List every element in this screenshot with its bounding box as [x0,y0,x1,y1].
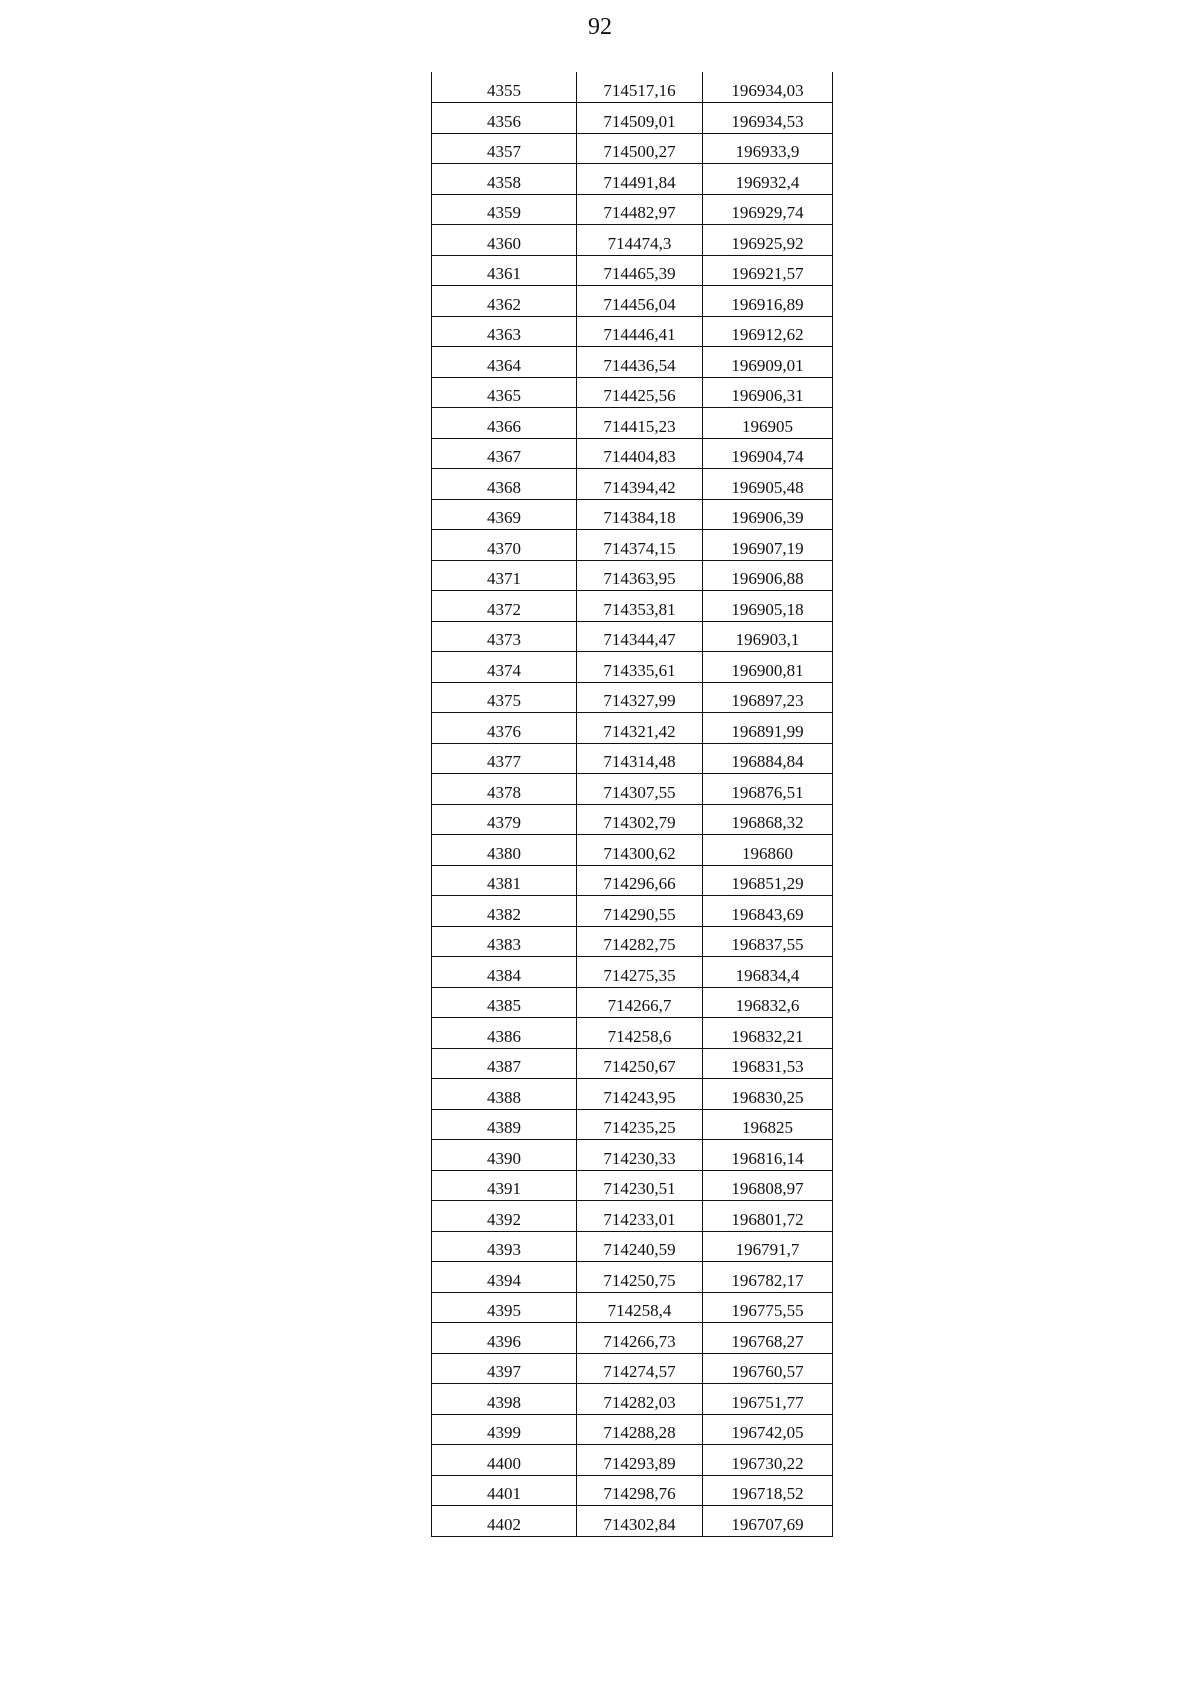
table-row [432,1231,833,1262]
x-coordinate-cell: 714500,27 [577,133,703,164]
table-row [432,133,833,164]
y-coordinate-cell: 196825 [703,1109,833,1140]
y-coordinate-cell: 196907,19 [703,530,833,561]
x-coordinate-cell: 714302,79 [577,804,703,835]
y-coordinate-cell: 196816,14 [703,1140,833,1171]
y-coordinate-cell: 196916,89 [703,286,833,317]
point-number-cell: 4377 [432,743,577,774]
point-number-cell: 4373 [432,621,577,652]
x-coordinate-cell: 714517,16 [577,72,703,103]
point-number-cell: 4360 [432,225,577,256]
x-coordinate-cell: 714230,51 [577,1170,703,1201]
x-coordinate-cell: 714394,42 [577,469,703,500]
x-coordinate-cell: 714302,84 [577,1506,703,1537]
x-coordinate-cell: 714415,23 [577,408,703,439]
point-number-cell: 4391 [432,1170,577,1201]
y-coordinate-cell: 196831,53 [703,1048,833,1079]
x-coordinate-cell: 714250,75 [577,1262,703,1293]
point-number-cell: 4378 [432,774,577,805]
table-row [432,316,833,347]
y-coordinate-cell: 196808,97 [703,1170,833,1201]
y-coordinate-cell: 196884,84 [703,743,833,774]
point-number-cell: 4388 [432,1079,577,1110]
table-row [432,1201,833,1232]
y-coordinate-cell: 196906,39 [703,499,833,530]
x-coordinate-cell: 714298,76 [577,1475,703,1506]
y-coordinate-cell: 196932,4 [703,164,833,195]
table-row [432,1353,833,1384]
table-row [432,194,833,225]
table-row [432,469,833,500]
y-coordinate-cell: 196905,18 [703,591,833,622]
point-number-cell: 4390 [432,1140,577,1171]
x-coordinate-cell: 714353,81 [577,591,703,622]
x-coordinate-cell: 714509,01 [577,103,703,134]
y-coordinate-cell: 196760,57 [703,1353,833,1384]
coordinates-table [431,72,833,1537]
table-row [432,987,833,1018]
x-coordinate-cell: 714374,15 [577,530,703,561]
point-number-cell: 4398 [432,1384,577,1415]
y-coordinate-cell: 196730,22 [703,1445,833,1476]
point-number-cell: 4380 [432,835,577,866]
y-coordinate-cell: 196891,99 [703,713,833,744]
x-coordinate-cell: 714233,01 [577,1201,703,1232]
y-coordinate-cell: 196934,53 [703,103,833,134]
y-coordinate-cell: 196921,57 [703,255,833,286]
y-coordinate-cell: 196860 [703,835,833,866]
x-coordinate-cell: 714288,28 [577,1414,703,1445]
y-coordinate-cell: 196718,52 [703,1475,833,1506]
point-number-cell: 4383 [432,926,577,957]
x-coordinate-cell: 714384,18 [577,499,703,530]
table-row [432,1292,833,1323]
point-number-cell: 4369 [432,499,577,530]
point-number-cell: 4384 [432,957,577,988]
y-coordinate-cell: 196742,05 [703,1414,833,1445]
y-coordinate-cell: 196934,03 [703,72,833,103]
x-coordinate-cell: 714425,56 [577,377,703,408]
x-coordinate-cell: 714446,41 [577,316,703,347]
x-coordinate-cell: 714491,84 [577,164,703,195]
table-body [432,72,833,1536]
table-row [432,1506,833,1537]
point-number-cell: 4392 [432,1201,577,1232]
table-row [432,1384,833,1415]
y-coordinate-cell: 196791,7 [703,1231,833,1262]
table-row [432,530,833,561]
x-coordinate-cell: 714344,47 [577,621,703,652]
table-row [432,804,833,835]
x-coordinate-cell: 714282,75 [577,926,703,957]
table-row [432,103,833,134]
x-coordinate-cell: 714335,61 [577,652,703,683]
x-coordinate-cell: 714235,25 [577,1109,703,1140]
table-row [432,164,833,195]
table-row [432,774,833,805]
table-row [432,865,833,896]
point-number-cell: 4358 [432,164,577,195]
table-row [432,1109,833,1140]
y-coordinate-cell: 196801,72 [703,1201,833,1232]
point-number-cell: 4375 [432,682,577,713]
y-coordinate-cell: 196775,55 [703,1292,833,1323]
x-coordinate-cell: 714240,59 [577,1231,703,1262]
point-number-cell: 4356 [432,103,577,134]
table-row [432,1170,833,1201]
x-coordinate-cell: 714290,55 [577,896,703,927]
y-coordinate-cell: 196900,81 [703,652,833,683]
y-coordinate-cell: 196909,01 [703,347,833,378]
table-row [432,377,833,408]
point-number-cell: 4395 [432,1292,577,1323]
table-row [432,1445,833,1476]
x-coordinate-cell: 714230,33 [577,1140,703,1171]
y-coordinate-cell: 196782,17 [703,1262,833,1293]
table-row [432,1262,833,1293]
point-number-cell: 4389 [432,1109,577,1140]
point-number-cell: 4362 [432,286,577,317]
x-coordinate-cell: 714456,04 [577,286,703,317]
y-coordinate-cell: 196906,31 [703,377,833,408]
point-number-cell: 4397 [432,1353,577,1384]
table-row [432,957,833,988]
point-number-cell: 4385 [432,987,577,1018]
y-coordinate-cell: 196837,55 [703,926,833,957]
y-coordinate-cell: 196929,74 [703,194,833,225]
y-coordinate-cell: 196707,69 [703,1506,833,1537]
point-number-cell: 4372 [432,591,577,622]
y-coordinate-cell: 196905 [703,408,833,439]
y-coordinate-cell: 196876,51 [703,774,833,805]
y-coordinate-cell: 196904,74 [703,438,833,469]
point-number-cell: 4363 [432,316,577,347]
x-coordinate-cell: 714258,6 [577,1018,703,1049]
x-coordinate-cell: 714363,95 [577,560,703,591]
x-coordinate-cell: 714474,3 [577,225,703,256]
point-number-cell: 4399 [432,1414,577,1445]
table-row [432,682,833,713]
point-number-cell: 4368 [432,469,577,500]
y-coordinate-cell: 196768,27 [703,1323,833,1354]
y-coordinate-cell: 196751,77 [703,1384,833,1415]
table-row [432,926,833,957]
point-number-cell: 4367 [432,438,577,469]
point-number-cell: 4381 [432,865,577,896]
point-number-cell: 4374 [432,652,577,683]
y-coordinate-cell: 196830,25 [703,1079,833,1110]
point-number-cell: 4382 [432,896,577,927]
table-row [432,438,833,469]
y-coordinate-cell: 196868,32 [703,804,833,835]
x-coordinate-cell: 714436,54 [577,347,703,378]
y-coordinate-cell: 196905,48 [703,469,833,500]
x-coordinate-cell: 714465,39 [577,255,703,286]
y-coordinate-cell: 196925,92 [703,225,833,256]
point-number-cell: 4364 [432,347,577,378]
x-coordinate-cell: 714293,89 [577,1445,703,1476]
point-number-cell: 4357 [432,133,577,164]
table-row [432,1414,833,1445]
point-number-cell: 4387 [432,1048,577,1079]
y-coordinate-cell: 196851,29 [703,865,833,896]
x-coordinate-cell: 714282,03 [577,1384,703,1415]
x-coordinate-cell: 714300,62 [577,835,703,866]
table-row [432,713,833,744]
point-number-cell: 4402 [432,1506,577,1537]
x-coordinate-cell: 714314,48 [577,743,703,774]
table-row [432,1323,833,1354]
y-coordinate-cell: 196832,21 [703,1018,833,1049]
x-coordinate-cell: 714258,4 [577,1292,703,1323]
x-coordinate-cell: 714321,42 [577,713,703,744]
x-coordinate-cell: 714296,66 [577,865,703,896]
y-coordinate-cell: 196906,88 [703,560,833,591]
x-coordinate-cell: 714307,55 [577,774,703,805]
point-number-cell: 4396 [432,1323,577,1354]
point-number-cell: 4401 [432,1475,577,1506]
y-coordinate-cell: 196912,62 [703,316,833,347]
point-number-cell: 4365 [432,377,577,408]
table-row [432,1079,833,1110]
point-number-cell: 4379 [432,804,577,835]
point-number-cell: 4370 [432,530,577,561]
table-row [432,255,833,286]
x-coordinate-cell: 714250,67 [577,1048,703,1079]
x-coordinate-cell: 714404,83 [577,438,703,469]
table-row [432,286,833,317]
x-coordinate-cell: 714243,95 [577,1079,703,1110]
table-row [432,743,833,774]
point-number-cell: 4394 [432,1262,577,1293]
table-row [432,347,833,378]
y-coordinate-cell: 196843,69 [703,896,833,927]
table-row [432,896,833,927]
table-row [432,499,833,530]
table-row [432,1140,833,1171]
point-number-cell: 4361 [432,255,577,286]
table-row [432,835,833,866]
table-row [432,1475,833,1506]
y-coordinate-cell: 196832,6 [703,987,833,1018]
x-coordinate-cell: 714275,35 [577,957,703,988]
table-row [432,1048,833,1079]
x-coordinate-cell: 714274,57 [577,1353,703,1384]
table-row [432,591,833,622]
page-number: 92 [588,14,612,40]
table-row [432,560,833,591]
table-row [432,408,833,439]
point-number-cell: 4371 [432,560,577,591]
x-coordinate-cell: 714327,99 [577,682,703,713]
point-number-cell: 4359 [432,194,577,225]
point-number-cell: 4376 [432,713,577,744]
y-coordinate-cell: 196903,1 [703,621,833,652]
point-number-cell: 4400 [432,1445,577,1476]
point-number-cell: 4393 [432,1231,577,1262]
point-number-cell: 4386 [432,1018,577,1049]
x-coordinate-cell: 714266,73 [577,1323,703,1354]
point-number-cell: 4355 [432,72,577,103]
table-row [432,225,833,256]
table-row [432,1018,833,1049]
y-coordinate-cell: 196933,9 [703,133,833,164]
point-number-cell: 4366 [432,408,577,439]
y-coordinate-cell: 196834,4 [703,957,833,988]
table-row [432,72,833,103]
table-row [432,621,833,652]
x-coordinate-cell: 714482,97 [577,194,703,225]
y-coordinate-cell: 196897,23 [703,682,833,713]
table-row [432,652,833,683]
x-coordinate-cell: 714266,7 [577,987,703,1018]
